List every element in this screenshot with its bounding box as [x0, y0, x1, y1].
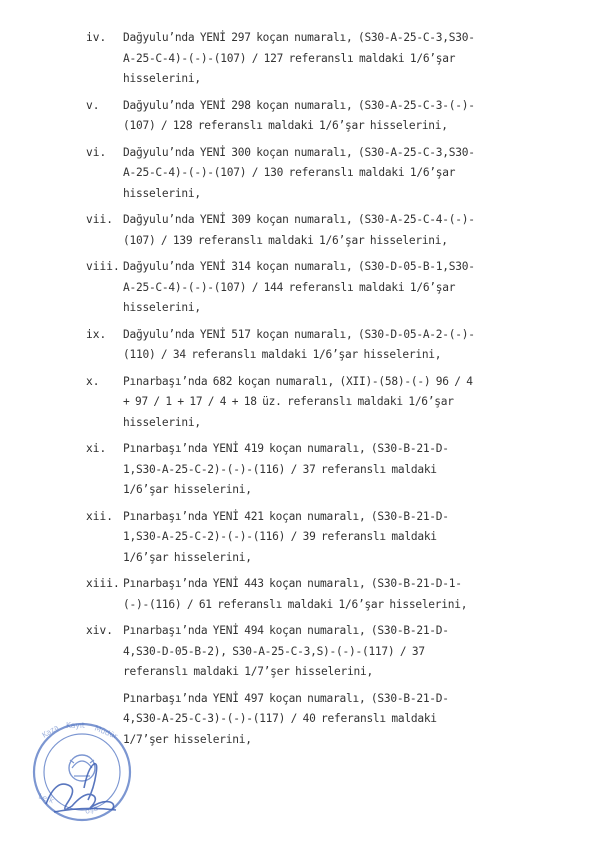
item-number: vii. [86, 213, 113, 226]
item-list [0, 28, 596, 756]
list-item [0, 372, 596, 434]
list-item [0, 507, 596, 569]
item-text: Dağyulu’nda YENİ 517 koçan numaralı, (S30-D-05-A-2-(-)-(110) / 34 referanslı maldaki 1/6’şar hisselerini, [123, 327, 475, 361]
item-text: Dağyulu’nda YENİ 309 koçan numaralı, (S30-A-25-C-4-(-)-(107) / 139 referanslı maldaki 1/6’şar hisselerini, [123, 213, 475, 247]
item-number: x. [86, 374, 100, 388]
svg-text:Kaza: Kaza [40, 722, 61, 740]
item-number: v. [86, 98, 100, 112]
item-text: Pınarbaşı’nda 682 koçan numaralı, (XII)-(58)-(-) 96 / 4 + 97 / 1 + 17 / 4 + 18 üz. referanslı maldaki 1/6’şar hisselerini, [123, 374, 473, 429]
item-number: xii. [86, 509, 113, 523]
item-number: xiv. [86, 624, 113, 637]
item-text: Dağyulu’nda YENİ 297 koçan numaralı, (S30-A-25-C-3,S30-A-25-C-4)-(-)-(107) / 127 referanslı maldaki 1/6’şar hisselerini, [123, 31, 475, 85]
list-item [0, 621, 596, 683]
item-number: vi. [86, 145, 107, 159]
item-text: Dağyulu’nda YENİ 314 koçan numaralı, (S30-D-05-B-1,S30-A-25-C-4)-(-)-(107) / 144 referanslı maldaki 1/6’şar hisselerini, [123, 260, 475, 314]
item-text: Dağyulu’nda YENİ 298 koçan numaralı, (S30-A-25-C-3-(-)-(107) / 128 referanslı maldaki 1/6’şar hisselerini, [123, 98, 475, 132]
list-item [0, 210, 596, 251]
svg-text:Kayıt: Kayıt [66, 721, 85, 730]
item-number: xiii. [86, 577, 120, 590]
list-item [0, 325, 596, 366]
item-number: ix. [86, 327, 107, 341]
list-item [0, 143, 596, 205]
list-item [0, 574, 596, 615]
item-text: Pınarbaşı’nda YENİ 421 koçan numaralı, (S30-B-21-D-1,S30-A-25-C-2)-(-)-(116) / 39 referanslı maldaki 1/6’şar hisselerini, [123, 509, 449, 564]
list-item [0, 257, 596, 319]
item-text: Pınarbaşı’nda YENİ 419 koçan numaralı, (S30-B-21-D-1,S30-A-25-C-2)-(-)-(116) / 37 referanslı maldaki 1/6’şar hisselerini, [123, 442, 449, 496]
list-item [0, 28, 596, 90]
official-seal-icon [24, 716, 146, 826]
item-text: Pınarbaşı’nda YENİ 497 koçan numaralı, (S30-B-21-D-4,S30-A-25-C-3)-(-)-(117) / 40 referanslı maldaki 1/7’şer hisselerini, [123, 691, 449, 746]
list-item [0, 439, 596, 501]
item-text: Pınarbaşı’nda YENİ 494 koçan numaralı, (S30-B-21-D-4,S30-D-05-B-2), S30-A-25-C-3,S)-(-)-(117) / 37 referanslı maldaki 1/7’şer hisselerini, [123, 624, 449, 678]
svg-text:Lefk: Lefk [37, 791, 56, 806]
handwritten-signature-icon [46, 764, 116, 812]
item-number: iv. [86, 31, 107, 44]
seal-graphic [24, 716, 146, 826]
svg-text:oşa: oşa [83, 803, 100, 816]
item-number: viii. [86, 260, 120, 273]
svg-text:Müdür: Müdür [93, 723, 119, 741]
item-text: Pınarbaşı’nda YENİ 443 koçan numaralı, (S30-B-21-D-1-(-)-(116) / 61 referanslı maldaki 1/6’şar hisselerini, [123, 577, 468, 611]
item-text: Dağyulu’nda YENİ 300 koçan numaralı, (S30-A-25-C-3,S30-A-25-C-4)-(-)-(107) / 130 referanslı maldaki 1/6’şar hisselerini, [123, 145, 475, 200]
list-item [0, 96, 596, 137]
item-number: xi. [86, 442, 107, 455]
